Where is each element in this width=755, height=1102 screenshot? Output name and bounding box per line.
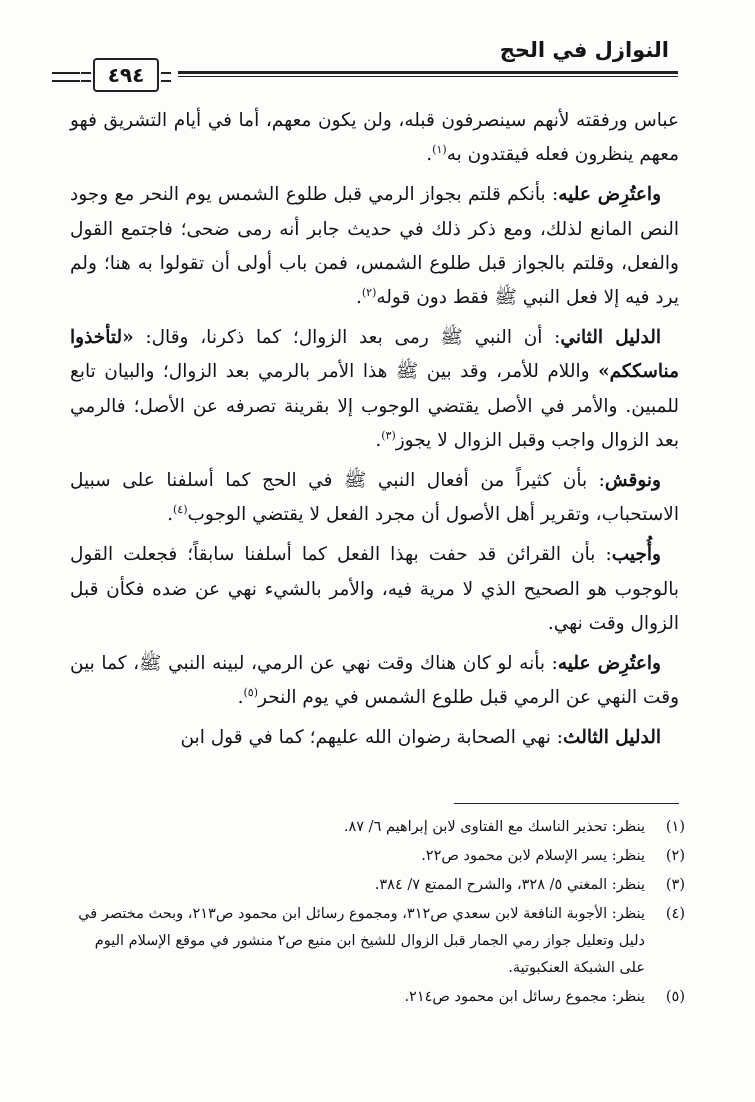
- footnote-separator: [454, 803, 679, 804]
- header-ornament: [52, 72, 80, 82]
- paragraph-text: : بأن القرائن قد حفت بهذا الفعل كما أسلفنا سابقاً؛ فجعلت القول بالوجوب هو الصحيح الذي لا مرية فيه، والأمر بالشيء نهي عن ضده فكأن قبل الزوال وقت نهي.: [70, 544, 679, 634]
- paragraph-text: : أن النبي ﷺ رمى بعد الزوال؛ كما ذكرنا، وقال:: [133, 327, 561, 349]
- footnote-ref[interactable]: (١): [432, 143, 447, 157]
- paragraph: [70, 178, 679, 315]
- main-text: [70, 104, 679, 762]
- paragraph: [70, 538, 679, 641]
- paragraph-end: .: [167, 504, 173, 526]
- paragraph-end: .: [355, 287, 362, 309]
- footnotes: [70, 814, 685, 1013]
- footnote-text: ينظر: يسر الإسلام لابن محمود ص٢٢.: [421, 848, 645, 864]
- paragraph-lead: ونوقش: [604, 470, 661, 492]
- paragraph: [70, 104, 679, 172]
- footnote-number: (٤): [665, 906, 685, 922]
- footnote-text: ينظر: تحذير الناسك مع الفتاوى لابن إبراهيم ٦/ ٨٧.: [343, 819, 645, 835]
- header-rule-thin: [178, 76, 678, 77]
- paragraph-text: : بأن كثيراً من أفعال النبي ﷺ في الحج كما أسلفنا على سبيل الاستحباب، وتقرير أهل الأصول أن مجرد الفعل لا يقتضي الوجوب: [70, 470, 679, 526]
- hadith-quote: «لتأخذوا مناسككم»: [70, 327, 679, 383]
- header-rule: [178, 71, 678, 74]
- running-head-title: النوازل في الحج: [499, 38, 669, 62]
- footnote-number: (٥): [665, 989, 685, 1005]
- footnote-ref[interactable]: (٣): [381, 428, 396, 442]
- paragraph-text: : نهي الصحابة رضوان الله عليهم؛ كما في قول ابن: [180, 727, 564, 749]
- paragraph-text: : بأنكم قلتم بجواز الرمي قبل طلوع الشمس يوم النحر مع وجود النص المانع لذلك، ومع ذكر ذلك في حديث جابر أنه رمى ضحى؛ فاجتمع القول والفعل، وقلتم بالجواز قبل طلوع الشمس، فمن باب أولى أن تقولوا به هنا؛ ولم يرد فيه إلا فعل النبي ﷺ فقط دون قوله: [70, 184, 679, 309]
- footnote: [70, 872, 685, 899]
- footnote-text: ينظر: المغني ٥/ ٣٢٨، والشرح الممتع ٧/ ٣٨٤.: [374, 877, 645, 893]
- footnote-ref[interactable]: (٢): [361, 285, 377, 299]
- paragraph: [70, 721, 679, 755]
- footnote: [70, 843, 685, 870]
- paragraph-end: .: [426, 144, 433, 166]
- footnote-text: ينظر: الأجوبة النافعة لابن سعدي ص٣١٢، ومجموع رسائل ابن محمود ص٢١٣، وبحث مختصر في دليل وتعليل جواز رمي الجمار قبل الزوال للشيخ ابن منيع ص٢ منشور في موقع الإسلام اليوم على الشبكة العنكبوتية.: [78, 906, 645, 976]
- footnote-number: (١): [665, 819, 685, 835]
- footnote: [70, 984, 685, 1011]
- paragraph-text: : بأنه لو كان هناك وقت نهي عن الرمي، لبينه النبي ﷺ، كما بين وقت النهي عن الرمي قبل طلوع الشمس في يوم النحر: [70, 653, 679, 709]
- footnote: [70, 901, 685, 982]
- paragraph-lead: الدليل الثالث: [563, 727, 661, 749]
- page-number: ٤٩٤: [93, 58, 159, 92]
- footnote-ref[interactable]: (٤): [172, 503, 188, 517]
- paragraph: [70, 321, 679, 458]
- footnote-number: (٢): [665, 848, 685, 864]
- paragraph-lead: وأُجيب: [611, 544, 661, 566]
- footnote: [70, 814, 685, 841]
- paragraph-text: عباس ورفقته لأنهم سينصرفون قبله، ولن يكون معهم، أما في أيام التشريق فهو معهم ينظرون فعله فيقتدون به: [70, 110, 679, 166]
- footnote-number: (٣): [665, 877, 685, 893]
- footnote-text: ينظر: مجموع رسائل ابن محمود ص٢١٤.: [404, 989, 645, 1005]
- paragraph-end: .: [237, 687, 244, 709]
- paragraph-lead: واعتُرِض عليه: [557, 653, 661, 675]
- paragraph: [70, 647, 679, 715]
- footnote-ref[interactable]: (٥): [243, 686, 259, 700]
- paragraph-end: .: [375, 429, 382, 451]
- paragraph: [70, 464, 679, 532]
- paragraph-lead: الدليل الثاني: [560, 327, 661, 349]
- paragraph-text: واللام للأمر، وقد بين ﷺ هذا الأمر بالرمي بعد الزوال؛ والبيان تابع للمبين. والأمر في الأصل يقتضي الوجوب إلا بقرينة تصرفه عن الأصل؛ فالرمي بعد الزوال واجب وقبل الزوال لا يجوز: [70, 361, 679, 451]
- paragraph-lead: واعتُرِض عليه: [558, 184, 662, 206]
